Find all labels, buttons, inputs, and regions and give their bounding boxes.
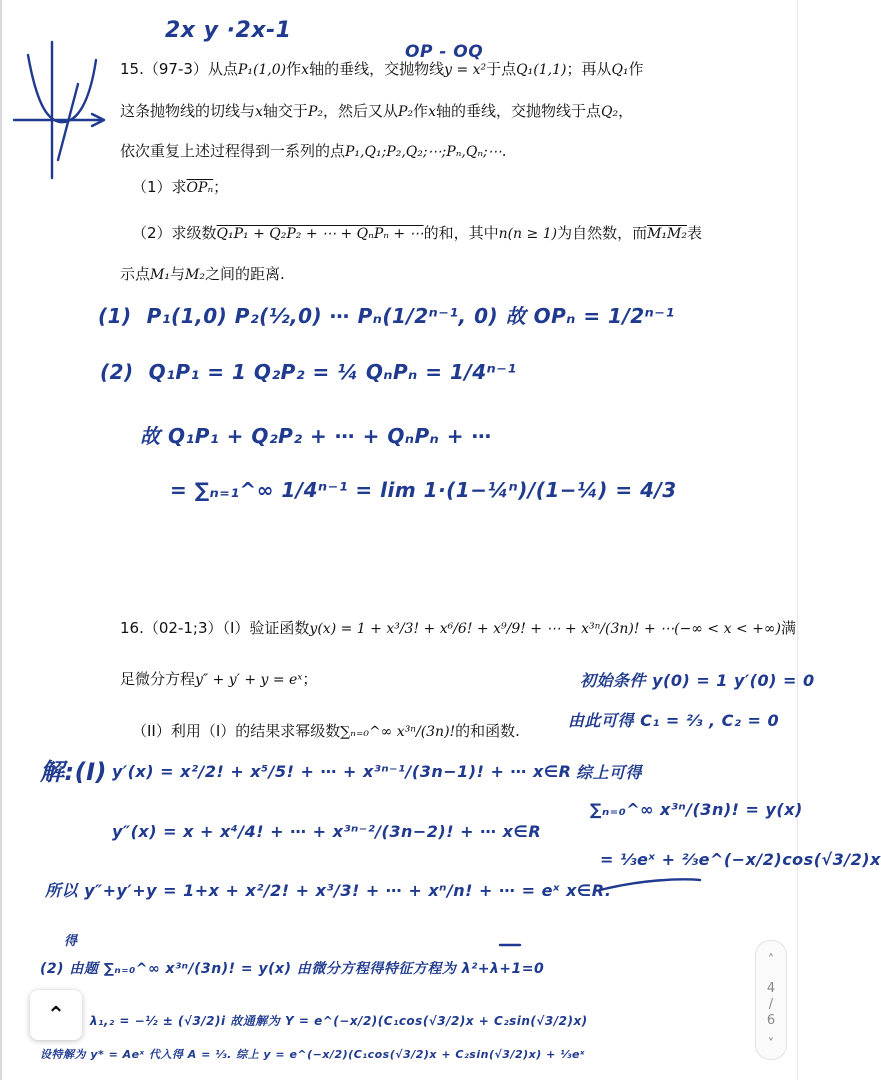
problem15-line1: 15.（97-3）从点P₁(1,0)作x轴的垂线，交抛物线y = x²于点Q₁(1,1)；再从Q₁作 — [120, 60, 644, 78]
side-note-constants: 由此可得 C₁ = ⅔ , C₂ = 0 — [568, 711, 780, 730]
problem16-line2: 足微分方程y″ + y′ + y = eˣ； — [120, 670, 318, 688]
problem15-part2: （2）求级数Q₁P₁ + Q₂P₂ + ⋯ + QₙPₙ + ⋯的和，其中n(n ≥ 1)为自然数，而M₁M₂表 — [132, 224, 703, 242]
parabola-sketch — [14, 42, 104, 178]
total-pages: 6 — [766, 1013, 776, 1028]
chevron-up-icon: ⌃ — [46, 1002, 66, 1028]
solution-part2-line3: 设特解为 y* = Aeˣ 代入得 A = ⅓. 综上 y = e^(−x/2)(C₁cos(√3/2)x + C₂sin(√3/2)x) + ⅓eˣ — [40, 1048, 586, 1061]
solution-label: 解:(I) — [40, 758, 107, 786]
solution-part2-line2: λ₁,₂ = −½ ± (√3/2)i 故通解为 Y = e^(−x/2)(C₁cos(√3/2)x + C₂sin(√3/2)x) — [90, 1014, 588, 1028]
current-page-number: 4 — [766, 981, 776, 996]
problem16-line1: 16.（02-1;3）（I）验证函数y(x) = 1 + x³/3! + x⁶/6! + x⁹/9! + ⋯ + x³ⁿ/(3n)! + ⋯(−∞ < x < +∞)满 — [120, 619, 797, 637]
answer2: (2) Q₁P₁ = 1 Q₂P₂ = ¼ QₙPₙ = 1/4ⁿ⁻¹ — [100, 360, 517, 384]
next-page-icon[interactable]: ˅ — [767, 1037, 775, 1052]
answer2-sum: 故 Q₁P₁ + Q₂P₂ + ⋯ + QₙPₙ + ⋯ — [140, 424, 492, 448]
page-separator: / — [768, 997, 774, 1012]
problem15-line3: 依次重复上述过程得到一系列的点P₁,Q₁;P₂,Q₂;⋯;Pₙ,Qₙ;⋯. — [120, 142, 507, 160]
problem15-part1: （1）求$\overline{OP_n}$； — [132, 178, 229, 196]
side-note-series: ∑ₙ₌₀^∞ x³ⁿ/(3n)! = y(x) — [590, 800, 803, 819]
side-note-initial: 初始条件 y(0) = 1 y′(0) = 0 — [580, 671, 815, 690]
side-note-conclusion: 综上可得 — [576, 763, 643, 782]
side-note-sum: = ⅓eˣ + ⅔e^(−x/2)cos(√3/2)x — [600, 850, 881, 869]
problem15-line2: 这条抛物线的切线与x轴交于P₂，然后又从P₂作x轴的垂线，交抛物线于点Q₂， — [120, 102, 634, 120]
solution-y-double-prime: y″(x) = x + x⁴/4! + ⋯ + x³ⁿ⁻²/(3n−2)! + ⋯ x∈R — [112, 822, 542, 841]
scroll-to-top-button[interactable] — [30, 990, 82, 1040]
answer1: (1) P₁(1,0) P₂(½,0) ⋯ Pₙ(1/2ⁿ⁻¹, 0) 故 OPₙ = 1/2ⁿ⁻¹ — [98, 304, 675, 328]
answer2-result: = ∑ₙ₌₁^∞ 1/4ⁿ⁻¹ = lim 1·(1−¼ⁿ)/(1−¼) = 4/3 — [170, 478, 677, 502]
problem16-part2: （II）利用（I）的结果求幂级数∑ₙ₌₀^∞ x³ⁿ/(3n)!的和函数. — [132, 722, 520, 740]
solution-sum-line: 所以 y″+y′+y = 1+x + x²/2! + x³/3! + ⋯ + xⁿ/n! + ⋯ = eˣ x∈R. — [45, 881, 612, 900]
previous-page-icon[interactable]: ˄ — [767, 953, 775, 968]
page-indicator — [755, 940, 787, 1060]
handwritten-top-note-2: OP - OQ — [405, 42, 484, 62]
solution-part2-note: 得 — [64, 934, 78, 949]
problem15-part2-line2: 示点M₁与M₂之间的距离. — [120, 265, 285, 283]
solution-y-prime: y′(x) = x²/2! + x⁵/5! + ⋯ + x³ⁿ⁻¹/(3n−1)! + ⋯ x∈R — [112, 762, 572, 781]
solution-part2-line1: (2) 由题 ∑ₙ₌₀^∞ x³ⁿ/(3n)! = y(x) 由微分方程得特征方程为 λ²+λ+1=0 — [40, 961, 545, 977]
handwritten-top-note: 2x y ·2x-1 — [165, 18, 292, 43]
